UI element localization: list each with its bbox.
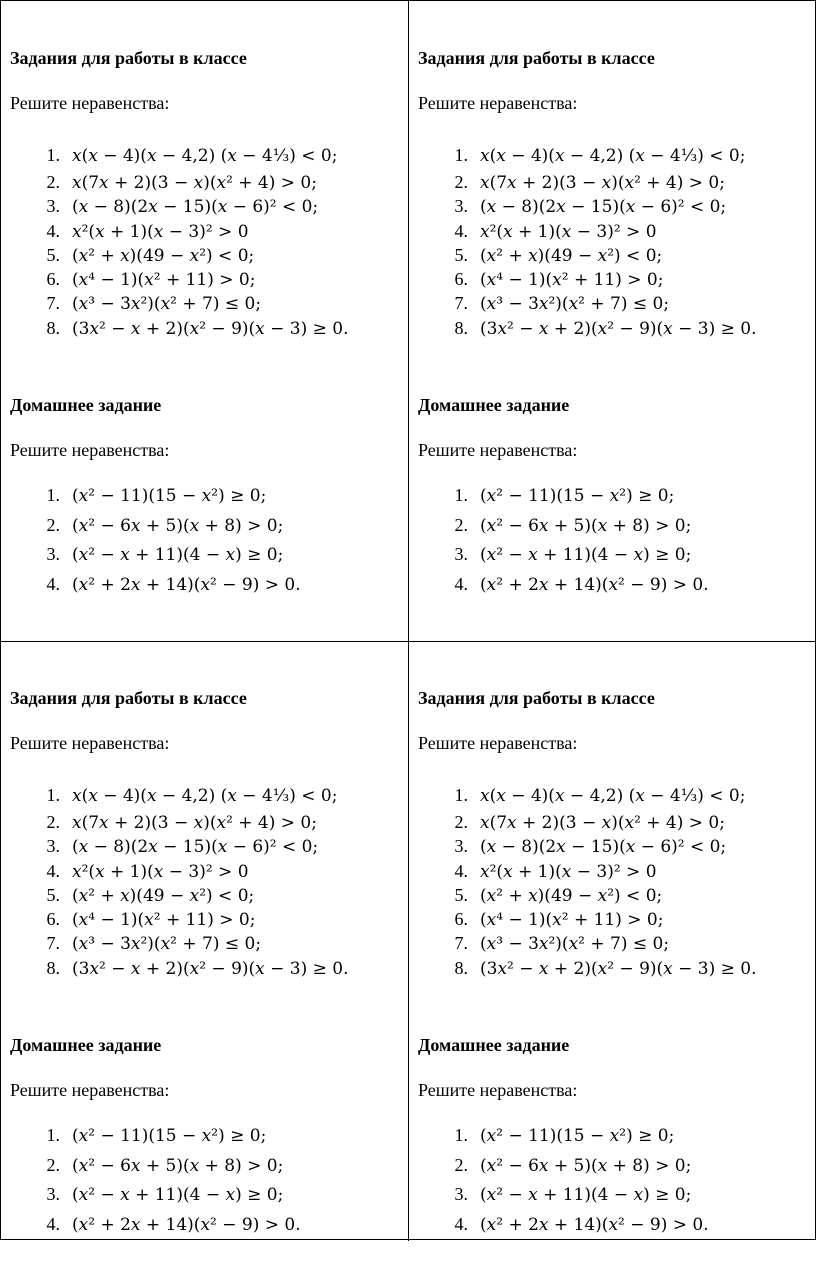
- item-number: 1 .: [10, 138, 72, 172]
- item-number: 2 .: [418, 511, 480, 539]
- item-number: 1 .: [418, 138, 480, 172]
- item-number: 3 .: [418, 1180, 480, 1208]
- list-item: [10, 1121, 301, 1151]
- list-item: [418, 170, 757, 194]
- class-work-list: [10, 778, 349, 980]
- homework-instruction: Решите неравенства:: [10, 440, 170, 460]
- list-item: [10, 883, 349, 907]
- list-item: [418, 1180, 709, 1210]
- item-number: 1 .: [418, 778, 480, 812]
- inequality: (𝑥² − 𝑥 + 11)(4 − 𝑥) ≥ 0;: [480, 1185, 692, 1206]
- item-number: 6 .: [418, 907, 480, 931]
- inequality: (𝑥² + 𝑥)(49 − 𝑥²) < 0;: [72, 245, 255, 266]
- inequality: (𝑥² − 11)(15 − 𝑥²) ≥ 0;: [480, 1126, 675, 1146]
- list-item: [10, 267, 349, 291]
- inequality: (3𝑥² − 𝑥 + 2)(𝑥² − 9)(𝑥 − 3) ≥ 0.: [480, 958, 757, 979]
- list-item: [10, 834, 349, 858]
- item-number: 1 .: [10, 481, 72, 509]
- inequality: 𝑥(7𝑥 + 2)(3 − 𝑥)(𝑥² + 4) > 0;: [480, 173, 725, 193]
- inequality: 𝑥²(𝑥 + 1)(𝑥 − 3)² > 0: [480, 221, 657, 242]
- item-number: 5 .: [418, 883, 480, 907]
- homework-instruction: Решите неравенства:: [418, 1080, 578, 1100]
- inequality: (𝑥² − 11)(15 − 𝑥²) ≥ 0;: [480, 486, 675, 506]
- list-item: [10, 859, 349, 883]
- inequality: (𝑥² − 𝑥 + 11)(4 − 𝑥) ≥ 0;: [72, 545, 284, 566]
- inequality: (𝑥² − 11)(15 − 𝑥²) ≥ 0;: [72, 1126, 267, 1146]
- list-item: [10, 481, 301, 511]
- item-number: 7 .: [418, 291, 480, 315]
- list-item: [418, 194, 757, 218]
- list-item: [10, 931, 349, 955]
- list-item: [418, 931, 757, 955]
- homework-instruction: Решите неравенства:: [418, 440, 578, 460]
- item-number: 2 .: [418, 810, 480, 834]
- item-number: 2 .: [10, 511, 72, 539]
- list-item: [418, 907, 757, 931]
- item-number: 1 .: [10, 1121, 72, 1149]
- inequality: (𝑥 − 8)(2𝑥 − 15)(𝑥 − 6)² < 0;: [72, 197, 319, 218]
- inequality: (𝑥² + 𝑥)(49 − 𝑥²) < 0;: [72, 885, 255, 906]
- class-work-list: [10, 138, 349, 340]
- list-item: [418, 956, 757, 980]
- inequality: (𝑥³ − 3𝑥²)(𝑥² + 7) ≤ 0;: [72, 934, 262, 955]
- inequality: (𝑥³ − 3𝑥²)(𝑥² + 7) ≤ 0;: [480, 294, 670, 315]
- list-item: [10, 219, 349, 243]
- list-item: [418, 570, 709, 600]
- inequality: 𝑥²(𝑥 + 1)(𝑥 − 3)² > 0: [72, 221, 249, 242]
- homework-list: [418, 1121, 709, 1239]
- list-item: [418, 511, 709, 541]
- item-number: 7 .: [10, 291, 72, 315]
- inequality: 𝑥(7𝑥 + 2)(3 − 𝑥)(𝑥² + 4) > 0;: [72, 813, 317, 833]
- inequality: (3𝑥² − 𝑥 + 2)(𝑥² − 9)(𝑥 − 3) ≥ 0.: [480, 318, 757, 339]
- list-item: [418, 219, 757, 243]
- list-item: [10, 243, 349, 267]
- item-number: 4 .: [418, 859, 480, 883]
- inequality: (𝑥² − 6𝑥 + 5)(𝑥 + 8) > 0;: [480, 515, 692, 536]
- list-item: [10, 170, 349, 194]
- class-work-instruction: Решите неравенства:: [10, 93, 170, 113]
- inequality: 𝑥(𝑥 − 4)(𝑥 − 4,2) (𝑥 − 4⅓) < 0;: [480, 786, 746, 806]
- list-item: [10, 1151, 301, 1181]
- item-number: 3 .: [10, 540, 72, 568]
- item-number: 4 .: [10, 219, 72, 243]
- worksheet-card-bottom-right: [408, 640, 808, 1280]
- list-item: [418, 291, 757, 315]
- class-work-heading: Задания для работы в классе: [10, 688, 247, 708]
- inequality: (𝑥⁴ − 1)(𝑥² + 11) > 0;: [72, 270, 256, 291]
- list-item: [10, 540, 301, 570]
- inequality: (𝑥² − 11)(15 − 𝑥²) ≥ 0;: [72, 486, 267, 506]
- inequality: (𝑥² − 6𝑥 + 5)(𝑥 + 8) > 0;: [72, 515, 284, 536]
- list-item: [10, 778, 349, 810]
- homework-list: [10, 481, 301, 599]
- list-item: [418, 267, 757, 291]
- item-number: 3 .: [418, 540, 480, 568]
- homework-list: [418, 481, 709, 599]
- item-number: 4 .: [10, 1210, 72, 1238]
- item-number: 1 .: [418, 481, 480, 509]
- item-number: 2 .: [418, 170, 480, 194]
- inequality: (𝑥 − 8)(2𝑥 − 15)(𝑥 − 6)² < 0;: [480, 197, 727, 218]
- inequality: (𝑥² + 𝑥)(49 − 𝑥²) < 0;: [480, 245, 663, 266]
- inequality: (𝑥³ − 3𝑥²)(𝑥² + 7) ≤ 0;: [72, 294, 262, 315]
- class-work-list: [418, 778, 757, 980]
- list-item: [418, 834, 757, 858]
- inequality: (𝑥² + 2𝑥 + 14)(𝑥² − 9) > 0.: [72, 574, 301, 595]
- inequality: (3𝑥² − 𝑥 + 2)(𝑥² − 9)(𝑥 − 3) ≥ 0.: [72, 958, 349, 979]
- item-number: 1 .: [10, 778, 72, 812]
- inequality: 𝑥(𝑥 − 4)(𝑥 − 4,2) (𝑥 − 4⅓) < 0;: [72, 786, 338, 806]
- inequality: (𝑥² − 𝑥 + 11)(4 − 𝑥) ≥ 0;: [72, 1185, 284, 1206]
- list-item: [418, 1151, 709, 1181]
- item-number: 8 .: [10, 956, 72, 980]
- item-number: 7 .: [418, 931, 480, 955]
- inequality: (𝑥 − 8)(2𝑥 − 15)(𝑥 − 6)² < 0;: [480, 837, 727, 858]
- inequality: 𝑥²(𝑥 + 1)(𝑥 − 3)² > 0: [72, 861, 249, 882]
- item-number: 3 .: [418, 194, 480, 218]
- item-number: 4 .: [418, 1210, 480, 1238]
- class-work-instruction: Решите неравенства:: [418, 93, 578, 113]
- worksheet-card-bottom-left: [0, 640, 400, 1280]
- list-item: [10, 138, 349, 170]
- class-work-instruction: Решите неравенства:: [418, 733, 578, 753]
- homework-heading: Домашнее задание: [418, 395, 570, 415]
- item-number: 4 .: [10, 859, 72, 883]
- homework-instruction: Решите неравенства:: [10, 1080, 170, 1100]
- inequality: (𝑥³ − 3𝑥²)(𝑥² + 7) ≤ 0;: [480, 934, 670, 955]
- inequality: (𝑥⁴ − 1)(𝑥² + 11) > 0;: [72, 910, 256, 931]
- list-item: [418, 778, 757, 810]
- inequality: (𝑥² − 𝑥 + 11)(4 − 𝑥) ≥ 0;: [480, 545, 692, 566]
- homework-heading: Домашнее задание: [10, 1035, 162, 1055]
- item-number: 2 .: [10, 810, 72, 834]
- inequality: (𝑥⁴ − 1)(𝑥² + 11) > 0;: [480, 270, 664, 291]
- worksheet-card-top-right: [408, 0, 808, 640]
- item-number: 8 .: [418, 316, 480, 340]
- homework-list: [10, 1121, 301, 1239]
- class-work-instruction: Решите неравенства:: [10, 733, 170, 753]
- inequality: 𝑥(7𝑥 + 2)(3 − 𝑥)(𝑥² + 4) > 0;: [72, 173, 317, 193]
- worksheet-card-top-left: [0, 0, 400, 640]
- item-number: 6 .: [418, 267, 480, 291]
- inequality: (𝑥² + 2𝑥 + 14)(𝑥² − 9) > 0.: [480, 574, 709, 595]
- inequality: (𝑥² + 𝑥)(49 − 𝑥²) < 0;: [480, 885, 663, 906]
- list-item: [10, 316, 349, 340]
- homework-heading: Домашнее задание: [418, 1035, 570, 1055]
- item-number: 3 .: [418, 834, 480, 858]
- item-number: 2 .: [10, 170, 72, 194]
- list-item: [418, 316, 757, 340]
- item-number: 8 .: [418, 956, 480, 980]
- homework-heading: Домашнее задание: [10, 395, 162, 415]
- item-number: 7 .: [10, 931, 72, 955]
- item-number: 3 .: [10, 1180, 72, 1208]
- inequality: (𝑥² + 2𝑥 + 14)(𝑥² − 9) > 0.: [72, 1214, 301, 1235]
- list-item: [10, 291, 349, 315]
- inequality: (𝑥² − 6𝑥 + 5)(𝑥 + 8) > 0;: [72, 1155, 284, 1176]
- list-item: [10, 1210, 301, 1240]
- list-item: [418, 540, 709, 570]
- inequality: 𝑥(𝑥 − 4)(𝑥 − 4,2) (𝑥 − 4⅓) < 0;: [72, 146, 338, 166]
- list-item: [10, 194, 349, 218]
- list-item: [418, 138, 757, 170]
- inequality: 𝑥(7𝑥 + 2)(3 − 𝑥)(𝑥² + 4) > 0;: [480, 813, 725, 833]
- item-number: 3 .: [10, 194, 72, 218]
- item-number: 8 .: [10, 316, 72, 340]
- list-item: [418, 1210, 709, 1240]
- inequality: (𝑥² − 6𝑥 + 5)(𝑥 + 8) > 0;: [480, 1155, 692, 1176]
- inequality: 𝑥²(𝑥 + 1)(𝑥 − 3)² > 0: [480, 861, 657, 882]
- item-number: 2 .: [418, 1151, 480, 1179]
- class-work-heading: Задания для работы в классе: [418, 688, 655, 708]
- inequality: (𝑥 − 8)(2𝑥 − 15)(𝑥 − 6)² < 0;: [72, 837, 319, 858]
- list-item: [418, 859, 757, 883]
- list-item: [10, 570, 301, 600]
- list-item: [418, 243, 757, 267]
- class-work-heading: Задания для работы в классе: [418, 48, 655, 68]
- item-number: 3 .: [10, 834, 72, 858]
- item-number: 5 .: [418, 243, 480, 267]
- list-item: [10, 1180, 301, 1210]
- item-number: 4 .: [418, 570, 480, 598]
- class-work-heading: Задания для работы в классе: [10, 48, 247, 68]
- item-number: 6 .: [10, 907, 72, 931]
- list-item: [10, 956, 349, 980]
- item-number: 4 .: [10, 570, 72, 598]
- inequality: 𝑥(𝑥 − 4)(𝑥 − 4,2) (𝑥 − 4⅓) < 0;: [480, 146, 746, 166]
- list-item: [418, 1121, 709, 1151]
- item-number: 2 .: [10, 1151, 72, 1179]
- inequality: (𝑥² + 2𝑥 + 14)(𝑥² − 9) > 0.: [480, 1214, 709, 1235]
- inequality: (3𝑥² − 𝑥 + 2)(𝑥² − 9)(𝑥 − 3) ≥ 0.: [72, 318, 349, 339]
- item-number: 5 .: [10, 243, 72, 267]
- list-item: [10, 810, 349, 834]
- item-number: 6 .: [10, 267, 72, 291]
- item-number: 1 .: [418, 1121, 480, 1149]
- item-number: 4 .: [418, 219, 480, 243]
- list-item: [418, 883, 757, 907]
- class-work-list: [418, 138, 757, 340]
- inequality: (𝑥⁴ − 1)(𝑥² + 11) > 0;: [480, 910, 664, 931]
- list-item: [418, 810, 757, 834]
- list-item: [10, 907, 349, 931]
- item-number: 5 .: [10, 883, 72, 907]
- list-item: [418, 481, 709, 511]
- list-item: [10, 511, 301, 541]
